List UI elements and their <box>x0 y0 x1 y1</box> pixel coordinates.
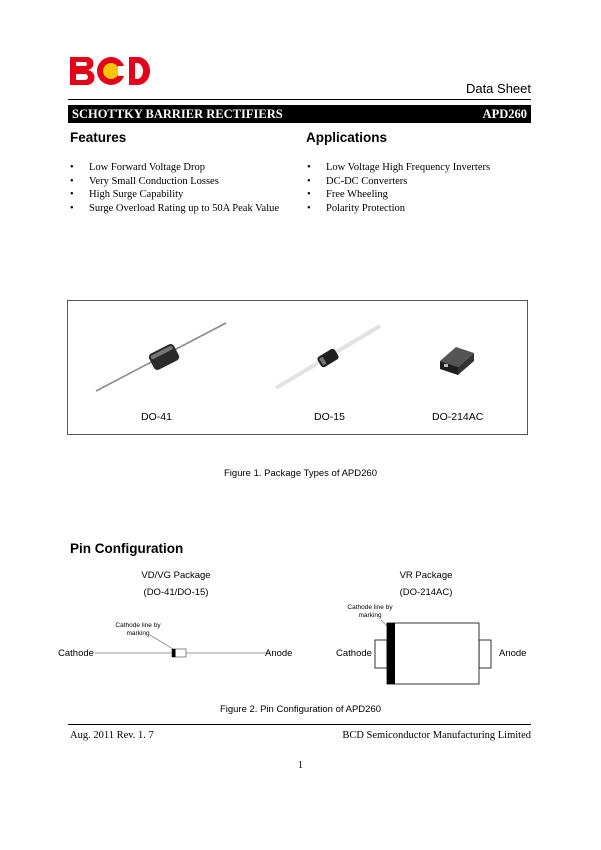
do15-label: DO-15 <box>314 411 345 423</box>
cathode-pointer <box>381 620 387 626</box>
package-images <box>68 301 527 401</box>
features-heading: Features <box>70 130 127 145</box>
footer-rule <box>68 724 531 725</box>
list-item: • Polarity Protection <box>306 202 490 216</box>
pin-config-heading: Pin Configuration <box>70 541 184 556</box>
cathode-band <box>387 623 395 684</box>
bcd-logo <box>68 55 152 87</box>
part-number: APD260 <box>482 107 527 121</box>
figure2-caption: Figure 2. Pin Configuration of APD260 <box>219 704 382 715</box>
list-item: • Low Voltage High Frequency Inverters <box>306 161 490 175</box>
note-line: marking <box>358 612 382 619</box>
footer-date-revision: Aug. 2011 Rev. 1. 7 <box>70 730 154 741</box>
cathode-terminal <box>375 640 387 668</box>
figure1-caption: Figure 1. Package Types of APD260 <box>224 468 377 479</box>
note-line: Cathode line by <box>347 604 393 611</box>
features-list <box>69 161 279 215</box>
do15-package-image <box>276 326 380 388</box>
list-item: • Low Forward Voltage Drop <box>69 161 279 175</box>
do214ac-package-image <box>440 347 474 375</box>
list-item: • High Surge Capability <box>69 188 279 202</box>
page-number: 1 <box>297 760 304 771</box>
list-item: • DC-DC Converters <box>306 175 490 189</box>
left-cathode-label: Cathode <box>58 648 94 659</box>
applications-heading: Applications <box>306 130 388 145</box>
smd-diode-diagram <box>370 618 496 686</box>
left-package-title: VD/VG Package <box>141 570 211 581</box>
right-anode-label: Anode <box>499 648 527 659</box>
left-anode-label: Anode <box>265 648 293 659</box>
cathode-pointer <box>150 635 173 649</box>
anode-terminal <box>479 640 491 668</box>
document-title: SCHOTTKY BARRIER RECTIFIERS <box>72 107 283 121</box>
list-item: • Very Small Conduction Losses <box>69 175 279 189</box>
note-line: Cathode line by <box>115 622 161 629</box>
footer-company: BCD Semiconductor Manufacturing Limited <box>342 730 531 741</box>
note-line: marking <box>126 630 150 637</box>
title-bar <box>68 105 531 123</box>
right-package-title: VR Package <box>399 570 453 581</box>
right-package-subtitle: (DO-214AC) <box>399 587 453 598</box>
do41-label: DO-41 <box>141 411 172 423</box>
diode-body <box>387 623 479 684</box>
do214ac-label: DO-214AC <box>432 411 484 423</box>
cathode-band <box>172 649 176 657</box>
axial-diode-diagram <box>95 632 270 662</box>
doc-type-label: Data Sheet <box>465 81 531 96</box>
list-item: • Free Wheeling <box>306 188 490 202</box>
right-cathode-label: Cathode <box>336 648 372 659</box>
list-item: • Surge Overload Rating up to 50A Peak Value <box>69 202 279 216</box>
do41-package-image <box>96 323 226 391</box>
left-package-subtitle: (DO-41/DO-15) <box>143 587 209 598</box>
applications-list <box>306 161 490 215</box>
header-rule <box>68 99 531 100</box>
